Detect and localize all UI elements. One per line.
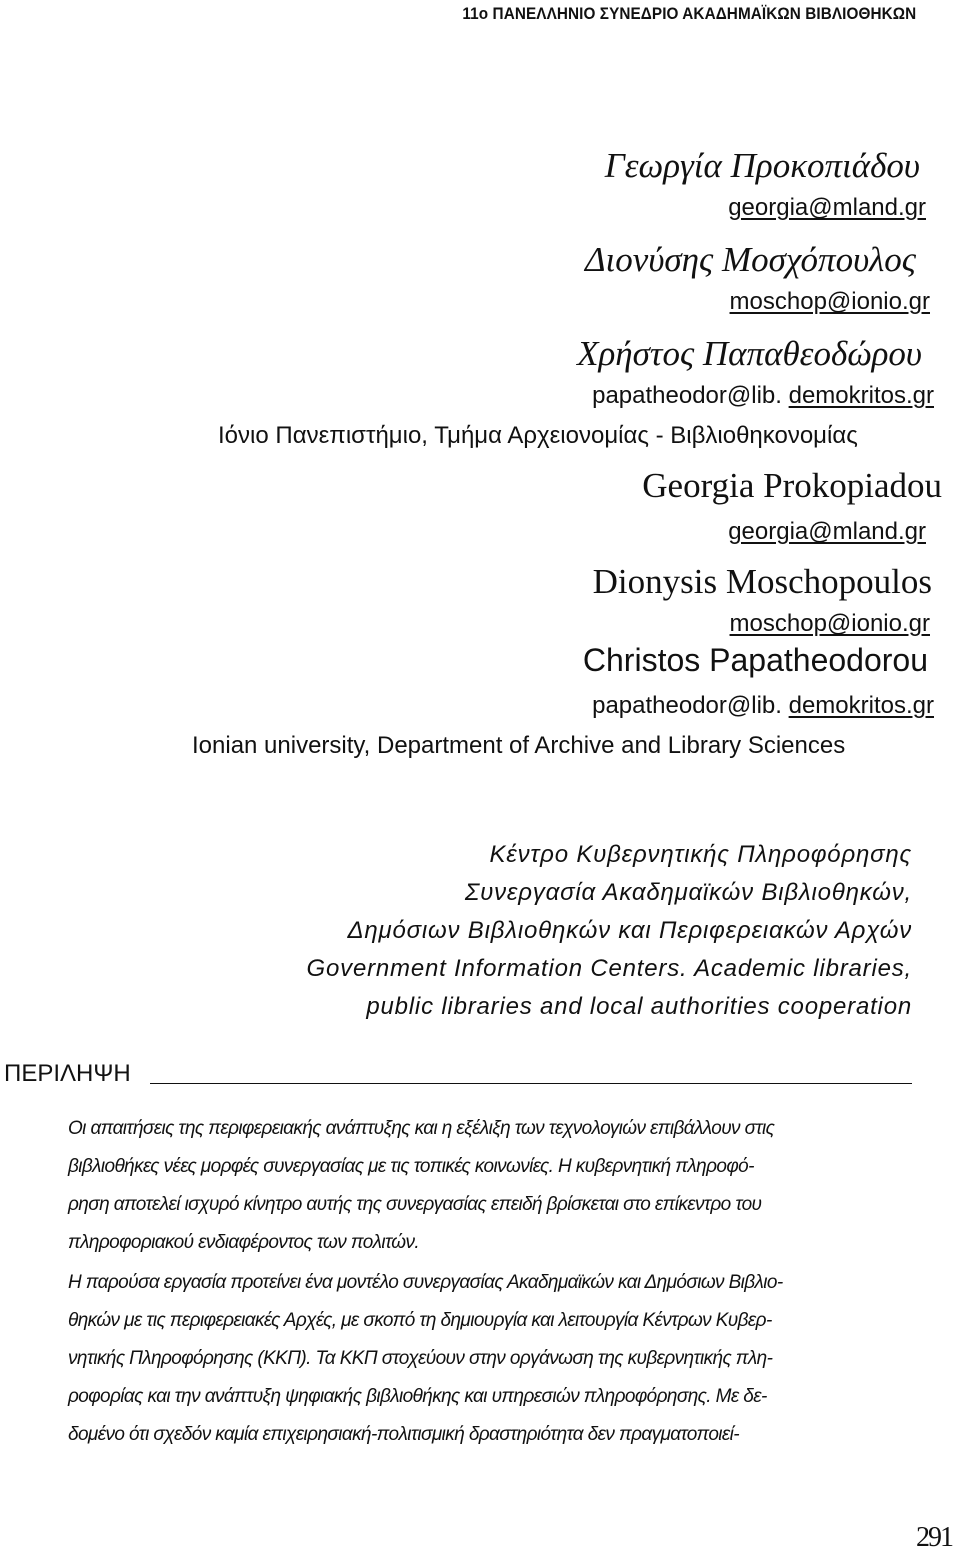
email-link[interactable]: demokritos.gr: [788, 692, 934, 719]
author-name-gr-3: Χρήστος Παπαθεοδώρου: [577, 334, 922, 373]
title-line: Δημόσιων Βιβλιοθηκών και Περιφερειακών Αρχών: [347, 917, 912, 944]
text-line: ρηση αποτελεί ισχυρό κίνητρο αυτής της συνεργασίας επειδή βρίσκεται στο επίκεντρο του: [68, 1194, 762, 1215]
text-line: πληροφοριακού ενδιαφέροντος των πολιτών.: [68, 1232, 420, 1253]
author-name-gr-1: Γεωργία Προκοπιάδου: [604, 146, 920, 185]
text-line: Η παρούσα εργασία προτείνει ένα μοντέλο συνεργασίας Ακαδημαϊκών και Δημόσιων Βιβλιο-: [68, 1272, 783, 1293]
running-header: 11ο ΠΑΝΕΛΛΗΝΙΟ ΣΥΝΕΔΡΙΟ ΑΚΑΔΗΜΑΪΚΩΝ ΒΙΒΛΙΟΘΗΚΩΝ: [462, 4, 916, 23]
affiliation-en: Ionian university, Department of Archive and Library Sciences: [192, 732, 846, 759]
author-email-en-2[interactable]: [730, 610, 930, 638]
abstract-paragraph-2: [68, 1264, 948, 1454]
abstract-divider: [150, 1083, 912, 1084]
email-link[interactable]: moschop@ionio.gr: [729, 610, 930, 637]
author-email-en-1[interactable]: [728, 518, 926, 546]
text-line: Οι απαιτήσεις της περιφερειακής ανάπτυξης και η εξέλιξη των τεχνολογιών επιβάλλουν στις: [68, 1118, 775, 1139]
email-link[interactable]: moschop@ionio.gr: [729, 288, 930, 315]
email-prefix: papatheodor@lib.: [592, 692, 789, 719]
author-email-gr-3[interactable]: [592, 382, 934, 410]
page-number: 291: [916, 1522, 952, 1553]
email-link[interactable]: demokritos.gr: [788, 382, 934, 409]
email-prefix: papatheodor@lib.: [592, 382, 789, 409]
title-line: Κέντρο Κυβερνητικής Πληροφόρησης: [489, 841, 912, 868]
text-line: θηκών με τις περιφερειακές Αρχές, με σκοπό τη δημιουργία και λειτουργία Κέντρων Κυβερ-: [68, 1310, 772, 1331]
title-line: public libraries and local authorities cooperation: [366, 993, 912, 1020]
author-email-en-3[interactable]: [592, 692, 934, 720]
author-name-en-3: Christos Papatheodorou: [582, 642, 928, 678]
abstract-paragraph-1: [68, 1110, 948, 1262]
author-name-gr-2: Διονύσης Μοσχόπουλος: [585, 240, 916, 279]
text-line: βιβλιοθήκες νέες μορφές συνεργασίας με τις τοπικές κοινωνίες. Η κυβερνητική πληροφό-: [68, 1156, 754, 1177]
author-email-gr-2[interactable]: [730, 288, 930, 316]
title-line: Government Information Centers. Academic libraries,: [306, 955, 912, 982]
author-name-en-2: Dionysis Moschopoulos: [592, 562, 932, 601]
email-link[interactable]: georgia@mland.gr: [728, 518, 926, 545]
text-line: ροφορίας και την ανάπτυξη ψηφιακής βιβλιοθήκης και υπηρεσιών πληροφόρησης. Με δε-: [68, 1386, 767, 1407]
author-email-gr-1[interactable]: [728, 194, 926, 222]
abstract-heading: ΠΕΡΙΛΗΨΗ: [4, 1060, 131, 1087]
title-line: Συνεργασία Ακαδημαϊκών Βιβλιοθηκών,: [464, 879, 912, 906]
text-line: δομένο ότι σχεδόν καμία επιχειρησιακή-πολιτισμική δραστηριότητα δεν πραγματοποιεί-: [68, 1424, 740, 1445]
email-link[interactable]: georgia@mland.gr: [728, 194, 926, 221]
paper-title: [307, 836, 912, 1026]
affiliation-gr: Ιόνιο Πανεπιστήμιο, Τμήμα Αρχειονομίας - Βιβλιοθηκονομίας: [218, 422, 858, 449]
text-line: νητικής Πληροφόρησης (ΚΚΠ). Τα ΚΚΠ στοχεύουν στην οργάνωση της κυβερνητικής πλη-: [68, 1348, 773, 1369]
author-name-en-1: Georgia Prokopiadou: [642, 466, 942, 505]
